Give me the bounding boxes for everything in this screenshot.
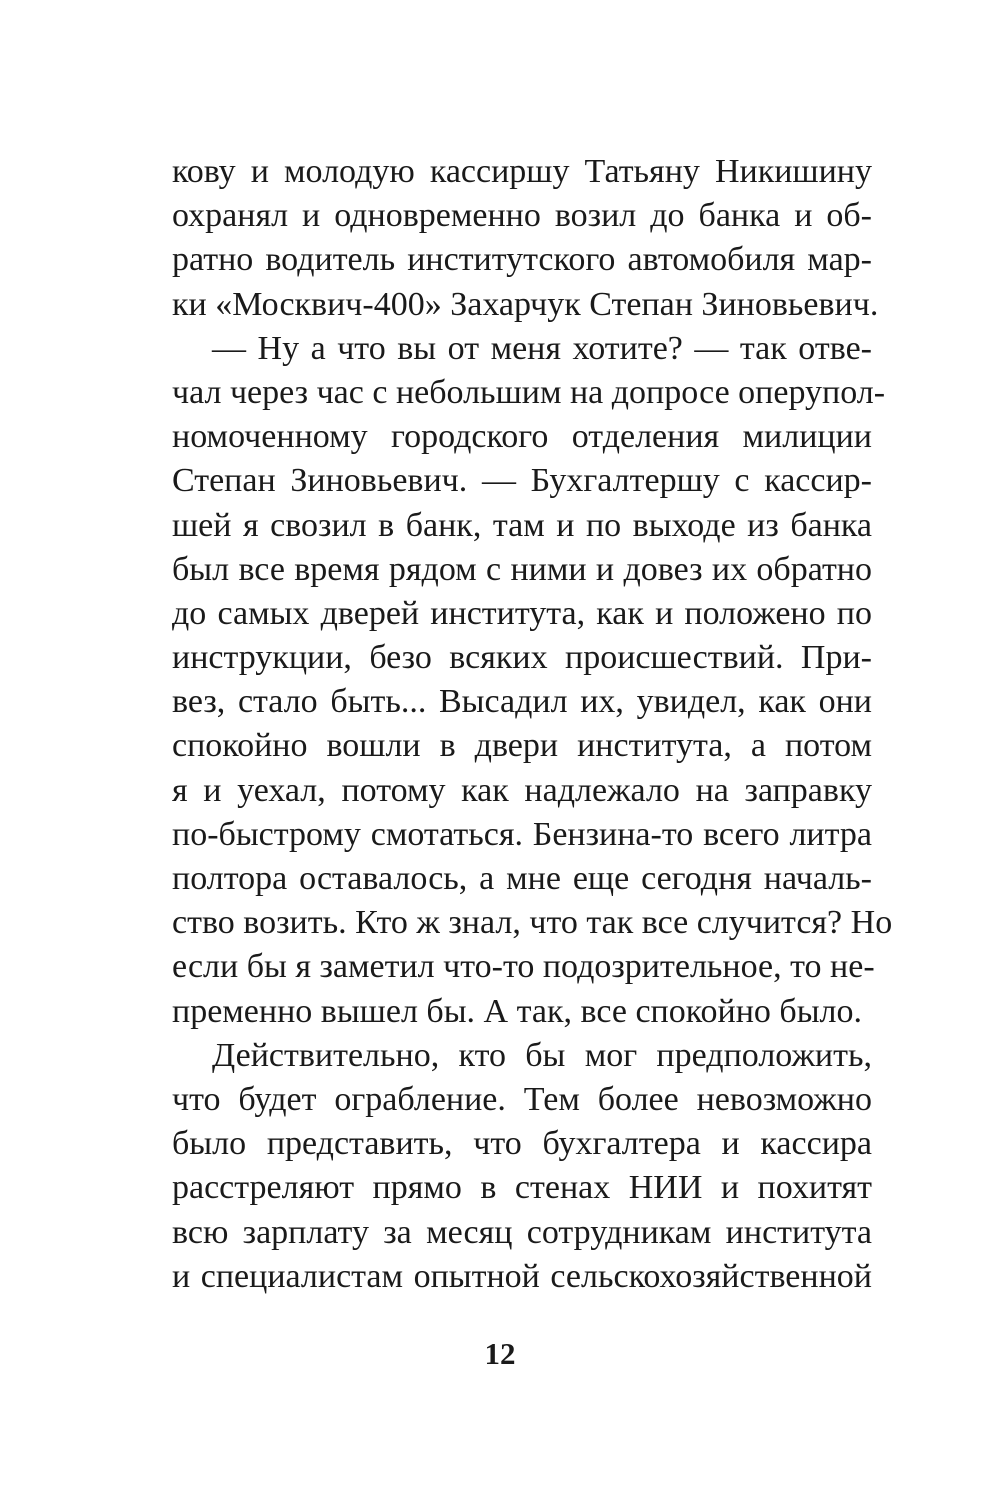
text-line: кову и молодую кассиршу Татьяну Никишину	[172, 153, 872, 190]
text-line: было представить, что бухгалтера и кассира	[172, 1125, 872, 1163]
text-line: шей я свозил в банк, там и по выходе из банка	[172, 506, 872, 544]
text-line: пременно вышел бы. А так, все спокойно было.	[172, 992, 863, 1030]
body-text	[172, 150, 893, 1299]
text-line: номоченному городского отделения милиции	[172, 418, 872, 456]
text-line: ство возить. Кто ж знал, что так все случится? Но	[172, 904, 893, 942]
text-line: Степан Зиновьевич. — Бухгалтершу с кассир-	[172, 462, 872, 500]
text-line: если бы я заметил что-то подозрительное, то не-	[172, 948, 875, 986]
text-line: — Ну а что вы от меня хотите? — так отве-	[212, 329, 872, 367]
text-line: по-быстрому смотаться. Бензина-то всего литра	[172, 815, 872, 853]
text-line: всю зарплату за месяц сотрудникам института	[172, 1213, 872, 1251]
text-line: я и уехал, потому как надлежало на заправку	[172, 771, 872, 809]
text-line: полтора оставалось, а мне еще сегодня началь-	[172, 860, 872, 897]
text-line: спокойно вошли в двери института, а потом	[172, 727, 872, 765]
text-line: был все время рядом с ними и довез их обратно	[172, 550, 872, 588]
text-line: Действительно, кто бы мог предположить,	[212, 1036, 872, 1074]
page-number: 12	[484, 1336, 516, 1371]
text-line: что будет ограбление. Тем более невозможно	[172, 1080, 872, 1118]
text-line: и специалистам опытной сельскохозяйственной	[172, 1257, 872, 1295]
text-line: ратно водитель институтского автомобиля мар-	[172, 241, 872, 279]
text-line: инструкции, безо всяких происшествий. При-	[172, 639, 872, 677]
text-line: ки «Москвич-400» Захарчук Степан Зиновьевич.	[172, 285, 879, 323]
text-line: до самых дверей института, как и положено по	[172, 594, 872, 632]
text-line: чал через час с небольшим на допросе оперупол-	[172, 373, 886, 411]
text-line: вез, стало быть... Высадил их, увидел, как они	[172, 683, 872, 721]
text-line: охранял и одновременно возил до банка и об-	[172, 197, 872, 235]
text-line: расстреляют прямо в стенах НИИ и похитят	[172, 1169, 872, 1207]
